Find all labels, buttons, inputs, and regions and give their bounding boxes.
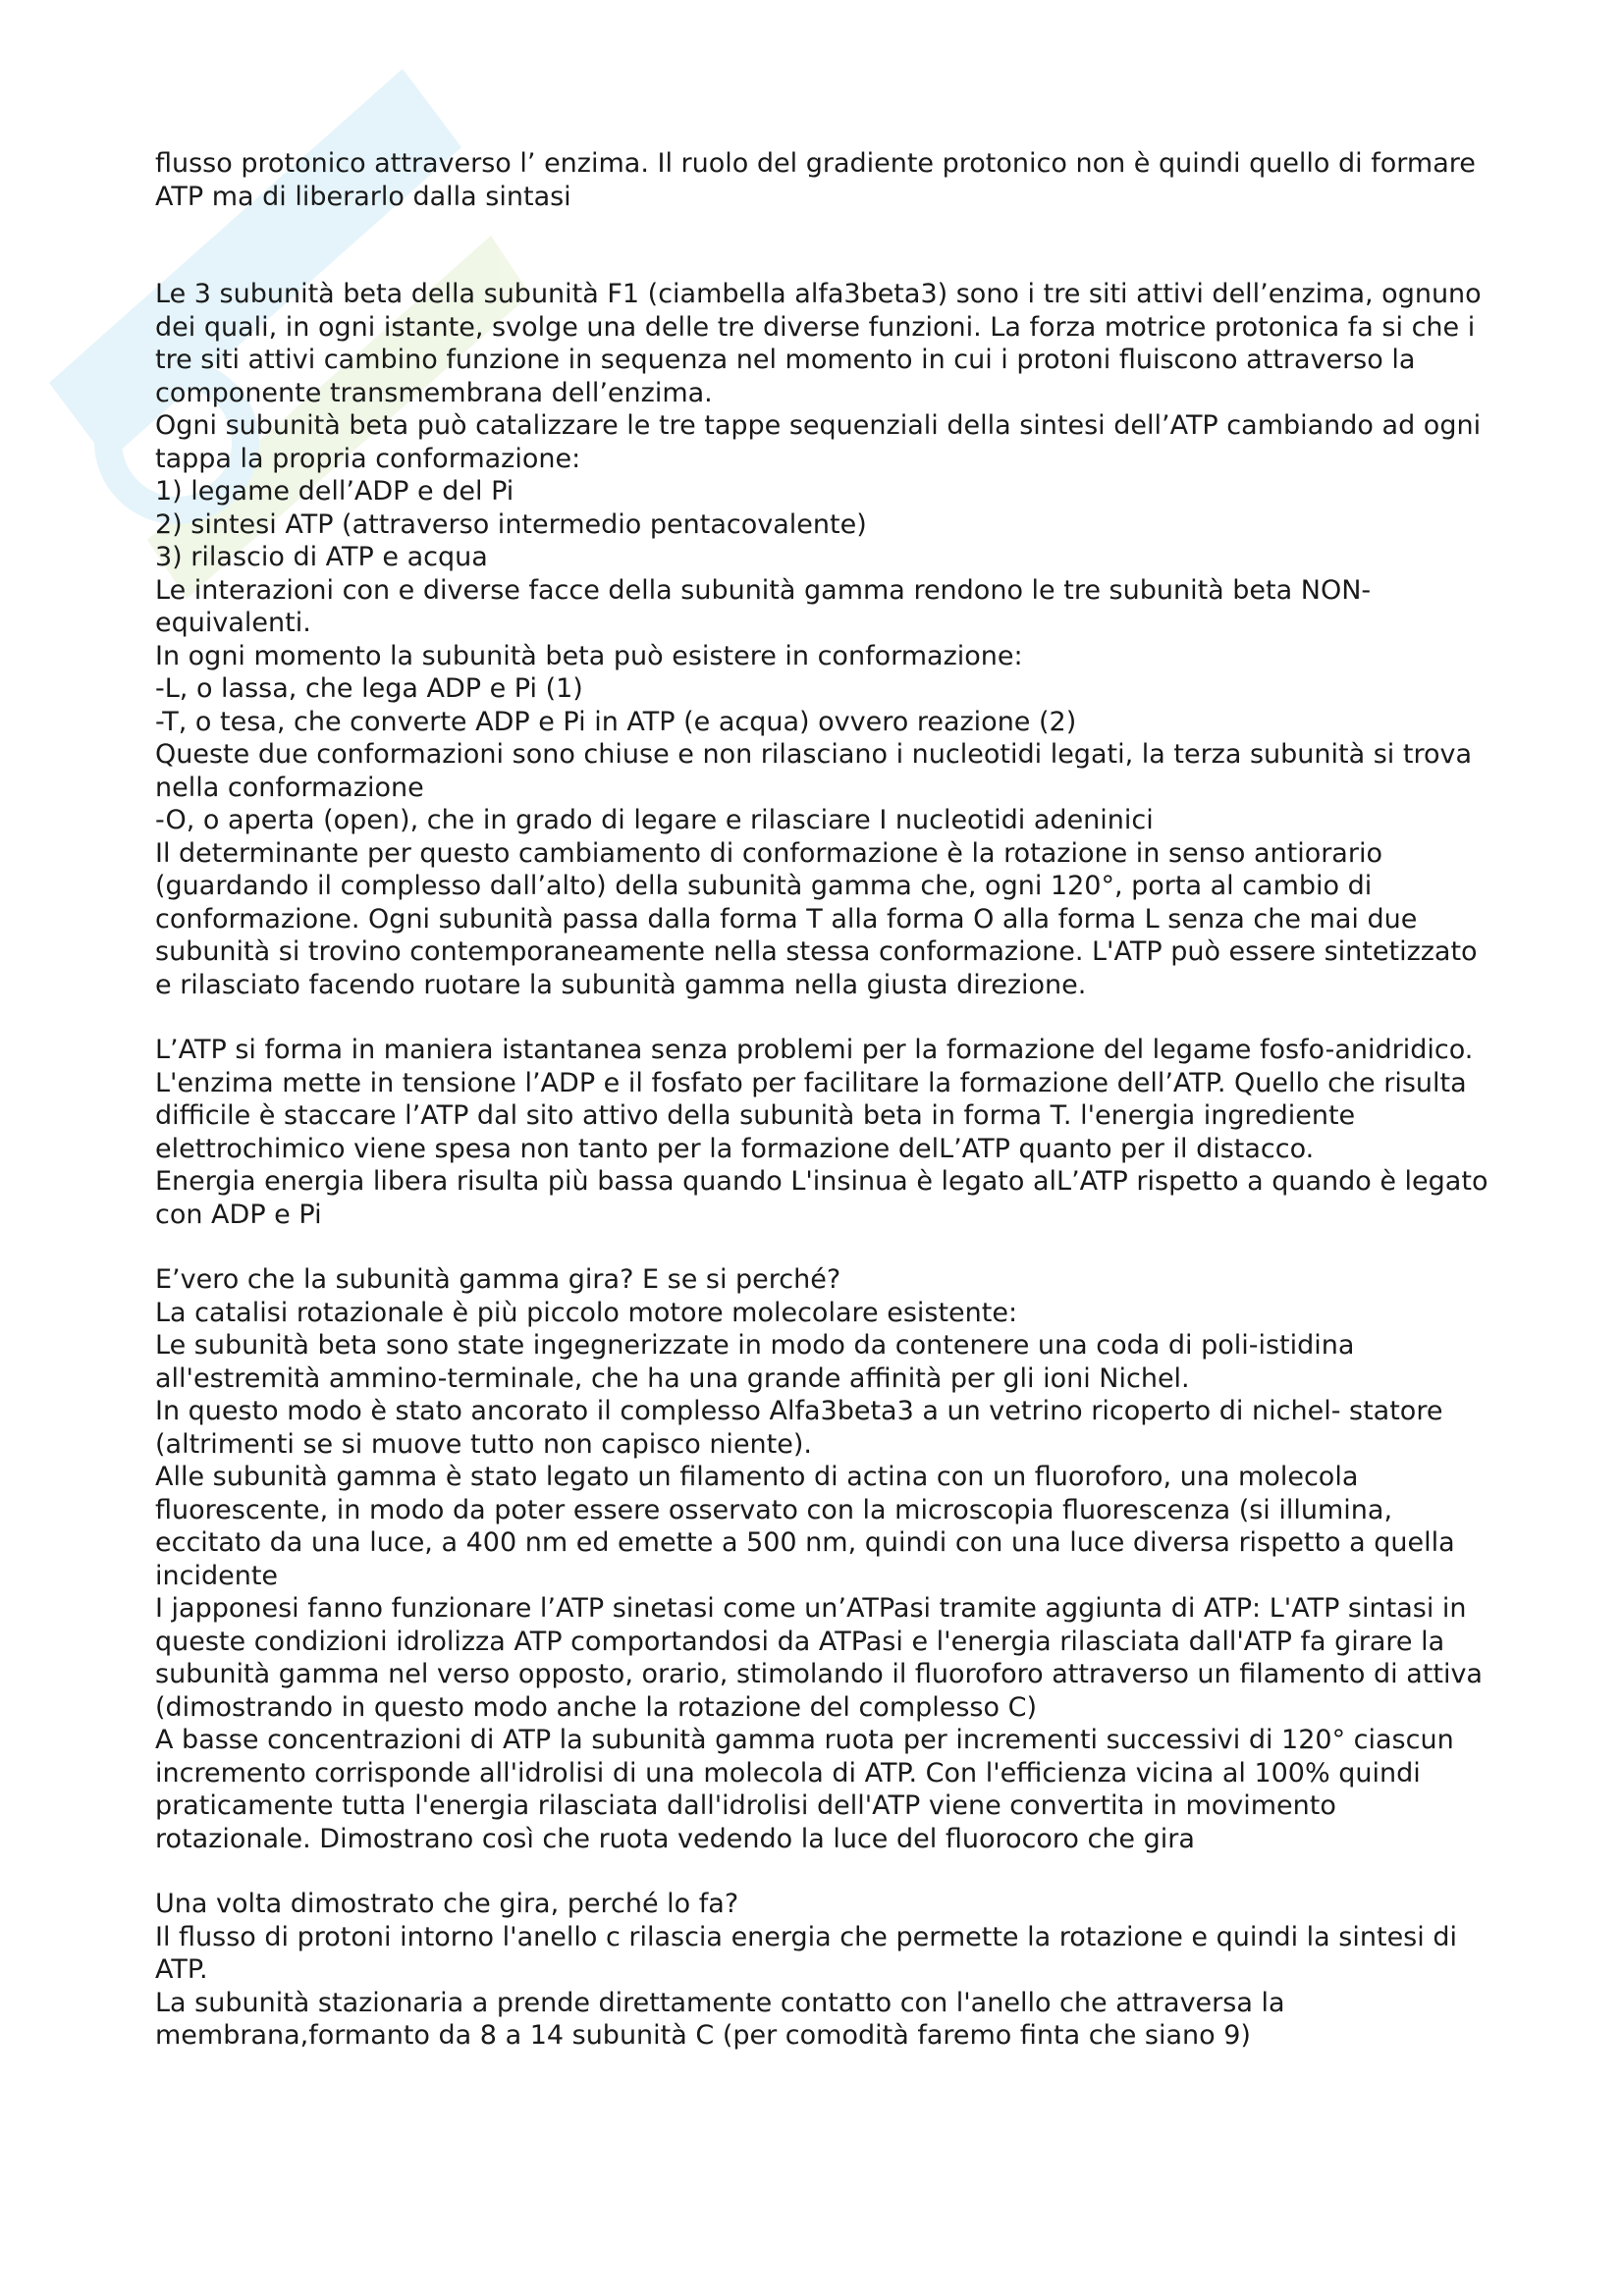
paragraph: 2) sintesi ATP (attraverso intermedio pentacovalente) xyxy=(155,508,867,540)
paragraph-gap xyxy=(155,1231,1490,1263)
paragraph: Ogni subunità beta può catalizzare le tre tappe sequenziali della sintesi dell’ATP cambiando ad ogni tappa la propria conformazione: xyxy=(155,410,1482,474)
paragraph: Le 3 subunità beta della subunità F1 (ciambella alfa3beta3) sono i tre siti attivi dell’enzima, ognuno dei quali, in ogni istante, svolge una delle tre diverse funzioni. La forza motrice protonica fa si che i tre siti attivi cambino funzione in sequenza nel momento in cui i protoni fluiscono attraverso la componente transmembrana dell’enzima. xyxy=(155,279,1482,408)
paragraph: In ogni momento la subunità beta può esistere in conformazione: xyxy=(155,640,1023,671)
paragraph: Il flusso di protoni intorno l'anello c rilascia energia che permette la rotazione e quindi la sintesi di ATP. xyxy=(155,1921,1457,1985)
paragraph-gap xyxy=(155,1855,1490,1888)
paragraph-gap xyxy=(155,213,1490,278)
paragraph: Una volta dimostrato che gira, perché lo fa? xyxy=(155,1889,739,1919)
paragraph: La subunità stazionaria a prende direttamente contatto con l'anello che attraversa la membrana,formanto da 8 a 14 subunità C (per comodità faremo finta che siano 9) xyxy=(155,1987,1285,2051)
paragraph: Alle subunità gamma è stato legato un filamento di actina con un fluoroforo, una molecola fluorescente, in modo da poter essere osservato con la microscopia fluorescenza (si illumina, eccitato da una luce, a 400 nm ed emette a 500 nm, quindi con una luce diversa rispetto a quella incidente xyxy=(155,1462,1455,1591)
paragraph: -L, o lassa, che lega ADP e Pi (1) xyxy=(155,673,583,704)
paragraph: -T, o tesa, che converte ADP e Pi in ATP (e acqua) ovvero reazione (2) xyxy=(155,706,1077,737)
paragraph: Le interazioni con e diverse facce della subunità gamma rendono le tre subunità beta NON-equivalenti. xyxy=(155,574,1372,638)
paragraph: 1) legame dell’ADP e del Pi xyxy=(155,476,514,507)
paragraph: A basse concentrazioni di ATP la subunità gamma ruota per incrementi successivi di 120° ciascun incremento corrisponde all'idrolisi di una molecola di ATP. Con l'efficienza vicina al 100% quindi praticamente tutta l'energia rilasciata dall'idrolisi dell'ATP viene convertita in movimento rotazionale. Dimostrano così che ruota vedendo la luce del fluorocoro che gira xyxy=(155,1725,1454,1854)
paragraph: L’ATP si forma in maniera istantanea senza problemi per la formazione del legame fosfo-anidridico. L'enzima mette in tensione l’ADP e il fosfato per facilitare la formazione dell’ATP. Quello che risulta difficile è staccare l’ATP dal sito attivo della subunità beta in forma T. l'energia ingrediente elettrochimico viene spesa non tanto per la formazione delL’ATP quanto per il distacco. xyxy=(155,1035,1474,1164)
paragraph: Le subunità beta sono state ingegnerizzate in modo da contenere una coda di poli-istidina all'estremità ammino-terminale, che ha una grande affinità per gli ioni Nichel. xyxy=(155,1330,1355,1394)
paragraph: 3) rilascio di ATP e acqua xyxy=(155,542,488,572)
paragraph: -O, o aperta (open), che in grado di legare e rilasciare I nucleotidi adeninici xyxy=(155,805,1154,835)
paragraph: Energia energia libera risulta più bassa quando L'insinua è legato alL’ATP rispetto a quando è legato con ADP e Pi xyxy=(155,1166,1488,1230)
paragraph: Queste due conformazioni sono chiuse e non rilasciano i nucleotidi legati, la terza subunità si trova nella conformazione xyxy=(155,739,1473,803)
paragraph: I japponesi fanno funzionare l’ATP sinetasi come un’ATPasi tramite aggiunta di ATP: L'ATP sintasi in queste condizioni idrolizza ATP comportandosi da ATPasi e l'energia rilasciata dall'ATP fa girare la subunità gamma nel verso opposto, orario, stimolando il fluoroforo attraverso un filamento di attiva (dimostrando in questo modo anche la rotazione del complesso C) xyxy=(155,1593,1483,1723)
paragraph: Il determinante per questo cambiamento di conformazione è la rotazione in senso antiorario (guardando il complesso dall’alto) della subunità gamma che, ogni 120°, porta al cambio di conformazione. Ogni subunità passa dalla forma T alla forma O alla forma L senza che mai due subunità si trovino contemporaneamente nella stessa conformazione. L'ATP può essere sintetizzato e rilasciato facendo ruotare la subunità gamma nella giusta direzione. xyxy=(155,837,1478,1000)
document-page xyxy=(155,147,1490,2053)
paragraph: La catalisi rotazionale è più piccolo motore molecolare esistente: xyxy=(155,1297,1018,1328)
paragraph: flusso protonico attraverso l’ enzima. Il ruolo del gradiente protonico non è quindi quello di formare ATP ma di liberarlo dalla sintasi xyxy=(155,148,1476,212)
paragraph: E’vero che la subunità gamma gira? E se si perché? xyxy=(155,1264,841,1295)
paragraph: In questo modo è stato ancorato il complesso Alfa3beta3 a un vetrino ricoperto di nichel- statore (altrimenti se si muove tutto non capisco niente). xyxy=(155,1396,1443,1460)
paragraph-gap xyxy=(155,1001,1490,1034)
